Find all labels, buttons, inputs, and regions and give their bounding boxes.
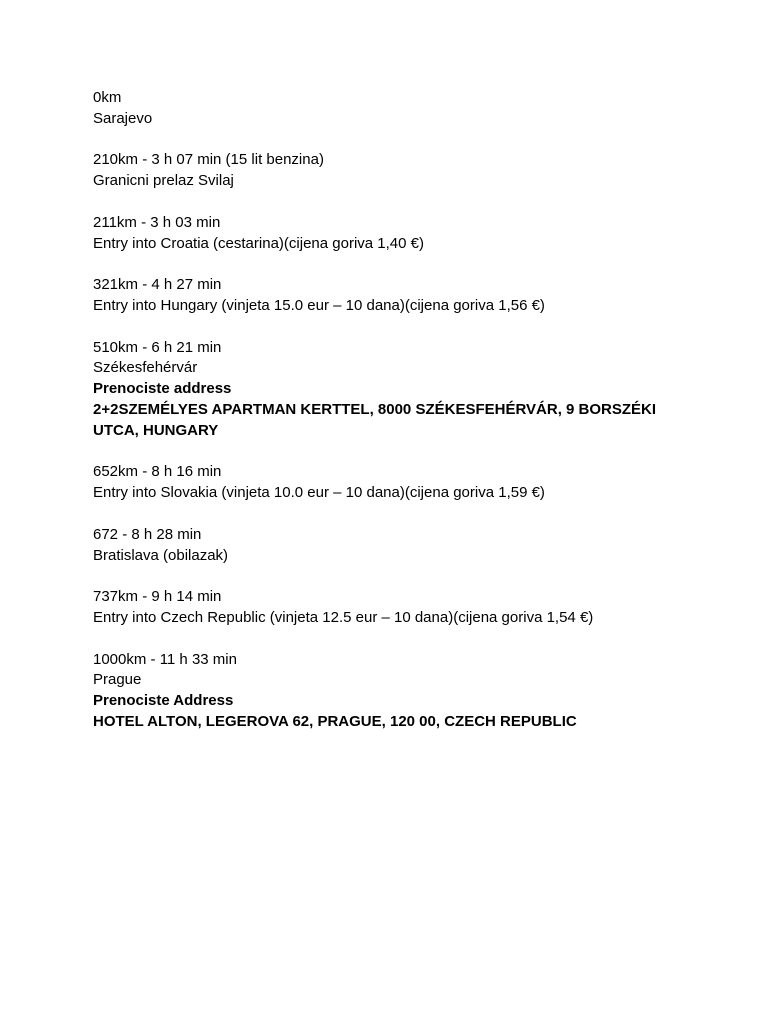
stop-place: Sarajevo: [93, 109, 153, 127]
accommodation-address: 2+2SZEMÉLYES APARTMAN KERTTEL, 8000 SZÉKESFEHÉRVÁR, 9 BORSZÉKI UTCA, HUNGARY: [93, 400, 657, 439]
accommodation-address: HOTEL ALTON, LEGEROVA 62, PRAGUE, 120 00, CZECH REPUBLIC: [93, 712, 577, 730]
stop-place: Székesfehérvár: [93, 359, 198, 377]
blank-line: [93, 254, 673, 275]
stop-place: Entry into Slovakia (vinjeta 10.0 eur – 10 dana)(cijena goriva 1,59 €): [93, 484, 545, 502]
stop-block: [93, 462, 673, 504]
accommodation-label: Prenociste Address: [93, 692, 234, 710]
stop-place: Entry into Hungary (vinjeta 15.0 eur – 10 dana)(cijena goriva 1,56 €): [93, 296, 545, 314]
stop-distance: 0km: [93, 89, 122, 106]
stop-place: Granicni prelaz Svilaj: [93, 172, 234, 190]
stop-distance: 737km - 9 h 14 min: [93, 588, 222, 606]
stop-place: Bratislava (obilazak): [93, 546, 229, 564]
stop-distance: 1000km - 11 h 33 min: [93, 650, 237, 668]
stop-place: Prague: [93, 671, 142, 689]
blank-line: [93, 130, 673, 151]
stop-distance: 210km - 3 h 07 min (15 lit benzina): [93, 151, 324, 169]
stop-block: [93, 525, 673, 567]
stop-block: [93, 150, 673, 192]
stop-place: Entry into Czech Republic (vinjeta 12.5 eur – 10 dana)(cijena goriva 1,54 €): [93, 608, 594, 626]
blank-line: [93, 629, 673, 650]
blank-line: [93, 442, 673, 463]
stop-distance: 211km - 3 h 03 min: [93, 213, 221, 231]
accommodation-label: Prenociste address: [93, 380, 232, 398]
blank-line: [93, 317, 673, 338]
itinerary-document: [93, 88, 673, 733]
stop-block: [93, 338, 673, 442]
stop-block: [93, 650, 673, 733]
stop-distance: 672 - 8 h 28 min: [93, 525, 202, 543]
stop-block: [93, 275, 673, 317]
stop-distance: 652km - 8 h 16 min: [93, 463, 222, 481]
stop-block: [93, 88, 673, 130]
stop-block: [93, 587, 673, 629]
stop-distance: 510km - 6 h 21 min: [93, 338, 222, 356]
stop-place: Entry into Croatia (cestarina)(cijena goriva 1,40 €): [93, 234, 424, 252]
stop-block: [93, 213, 673, 255]
blank-line: [93, 504, 673, 525]
blank-line: [93, 192, 673, 213]
blank-line: [93, 566, 673, 587]
stop-distance: 321km - 4 h 27 min: [93, 276, 222, 294]
